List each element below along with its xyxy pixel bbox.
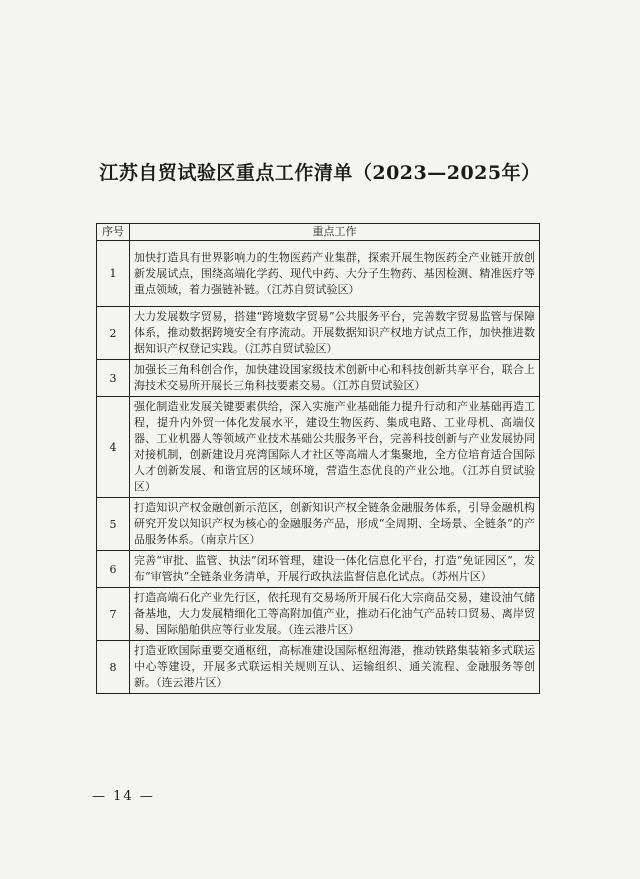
- key-work-table: [96, 223, 540, 694]
- table-header-row: [97, 224, 540, 241]
- row-number: 5: [97, 498, 130, 551]
- table-row: [97, 641, 540, 694]
- table-row: [97, 588, 540, 641]
- row-content: 加强长三角科创合作，加快建设国家级技术创新中心和科技创新共享平台，联合上海技术交易所开展长三角科技要素交易。（江苏自贸试验区）: [130, 360, 540, 397]
- header-number: 序号: [97, 224, 130, 241]
- document-title: 江苏自贸试验区重点工作清单（2023—2025年）: [99, 162, 541, 184]
- row-content: 加快打造具有世界影响力的生物医药产业集群，探索开展生物医药全产业链开放创新发展试点，围绕高端化学药、现代中药、大分子生物药、基因检测、精准医疗等重点领域，着力强链补链。（江苏自贸试验区）: [130, 241, 540, 307]
- row-number: 1: [97, 241, 130, 307]
- table-row: [97, 397, 540, 498]
- row-number: 7: [97, 588, 130, 641]
- row-number: 3: [97, 360, 130, 397]
- table-row: [97, 551, 540, 588]
- row-number: 4: [97, 397, 130, 498]
- table-row: [97, 241, 540, 307]
- row-number: 8: [97, 641, 130, 694]
- row-content: 完善“审批、监管、执法”闭环管理，建设一体化信息化平台，打造“免证园区”，发布“审管执”全链条业务清单，开展行政执法监督信息化试点。（苏州片区）: [130, 551, 540, 588]
- header-key-work: 重点工作: [130, 224, 540, 241]
- row-number: 6: [97, 551, 130, 588]
- row-content: 强化制造业发展关键要素供给，深入实施产业基础能力提升行动和产业基础再造工程，提升内外贸一体化发展水平，建设生物医药、集成电路、工业母机、高端仪器、工业机器人等领域产业技术基础公共服务平台，完善科技创新与产业发展协同对接机制，创新建设月亮湾国际人才社区等高端人才集聚地，全方位培育适合国际人才创新发展、和谐宜居的区域环境，营造生态优良的产业公地。（江苏自贸试验区）: [130, 397, 540, 498]
- table-row: [97, 307, 540, 360]
- page-number: — 14 —: [92, 789, 155, 804]
- table-row: [97, 498, 540, 551]
- row-content: 打造高端石化产业先行区，依托现有交易场所开展石化大宗商品交易，建设油气储备基地，大力发展精细化工等高附加值产业，推动石化油气产品转口贸易、离岸贸易、国际船舶供应等行业发展。（连云港片区）: [130, 588, 540, 641]
- row-content: 大力发展数字贸易，搭建“跨境数字贸易”公共服务平台，完善数字贸易监管与保障体系，推动数据跨境安全有序流动。开展数据知识产权地方试点工作，加快推进数据知识产权登记实践。（江苏自贸试验区）: [130, 307, 540, 360]
- table-row: [97, 360, 540, 397]
- row-number: 2: [97, 307, 130, 360]
- row-content: 打造亚欧国际重要交通枢纽，高标准建设国际枢纽海港，推动铁路集装箱多式联运中心等建设，开展多式联运相关规则互认、运输组织、通关流程、金融服务等创新。（连云港片区）: [130, 641, 540, 694]
- row-content: 打造知识产权金融创新示范区，创新知识产权全链条金融服务体系，引导金融机构研究开发以知识产权为核心的金融服务产品，形成“全周期、全场景、全链条”的产品服务体系。（南京片区）: [130, 498, 540, 551]
